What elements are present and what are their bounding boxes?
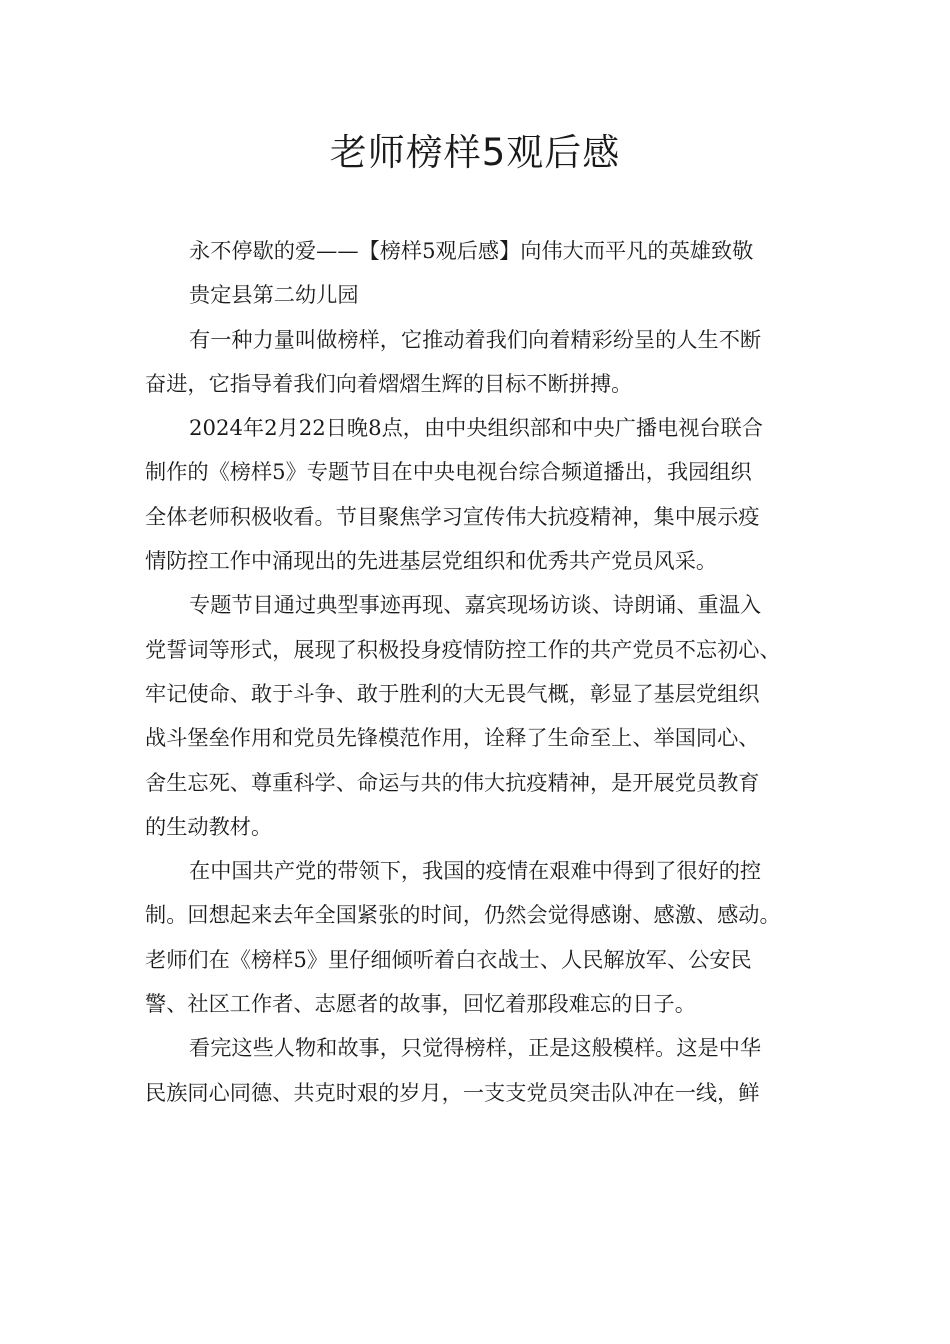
text-line: 2024年2月22日晚8点，由中央组织部和中央广播电视台联合 — [189, 415, 763, 441]
text-line: 制。回想起来去年全国紧张的时间，仍然会觉得感谢、感激、感动。 — [145, 902, 781, 928]
text-line: 民族同心同德、共克时艰的岁月，一支支党员突击队冲在一线，鲜 — [145, 1079, 760, 1105]
text-line: 制作的《榜样5》专题节目在中央电视台综合频道播出，我园组织 — [145, 459, 752, 485]
text-line: 在中国共产党的带领下，我国的疫情在艰难中得到了很好的控 — [189, 858, 762, 884]
text-line: 舍生忘死、尊重科学、命运与共的伟大抗疫精神，是开展党员教育 — [145, 769, 760, 795]
document-title: 老师榜样5观后感 — [329, 131, 621, 174]
text-line: 奋进，它指导着我们向着熠熠生辉的目标不断拼搏。 — [145, 370, 633, 396]
text-line: 战斗堡垒作用和党员先锋模范作用，诠释了生命至上、举国同心、 — [145, 725, 760, 751]
text-line: 全体老师积极收看。节目聚焦学习宣传伟大抗疫精神，集中展示疫 — [145, 503, 760, 529]
text-line: 永不停歇的爱——【榜样5观后感】向伟大而平凡的英雄致敬 — [189, 238, 754, 263]
text-line: 情防控工作中涌现出的先进基层党组织和优秀共产党员风采。 — [145, 548, 718, 574]
text-line: 警、社区工作者、志愿者的故事，回忆着那段难忘的日子。 — [145, 991, 696, 1017]
text-line: 有一种力量叫做榜样，它推动着我们向着精彩纷呈的人生不断 — [189, 326, 762, 352]
text-line: 看完这些人物和故事，只觉得榜样，正是这般模样。这是中华 — [189, 1035, 762, 1061]
text-line: 老师们在《榜样5》里仔细倾听着白衣战士、人民解放军、公安民 — [145, 946, 752, 972]
text-line: 专题节目通过典型事迹再现、嘉宾现场访谈、诗朗诵、重温入 — [189, 592, 762, 618]
text-line: 贵定县第二幼儿园 — [189, 282, 359, 308]
text-line: 党誓词等形式，展现了积极投身疫情防控工作的共产党员不忘初心、 — [145, 636, 781, 662]
document-body — [145, 229, 817, 1115]
text-line: 的生动教材。 — [145, 813, 273, 839]
text-line: 牢记使命、敢于斗争、敢于胜利的大无畏气概，彰显了基层党组织 — [145, 680, 760, 706]
